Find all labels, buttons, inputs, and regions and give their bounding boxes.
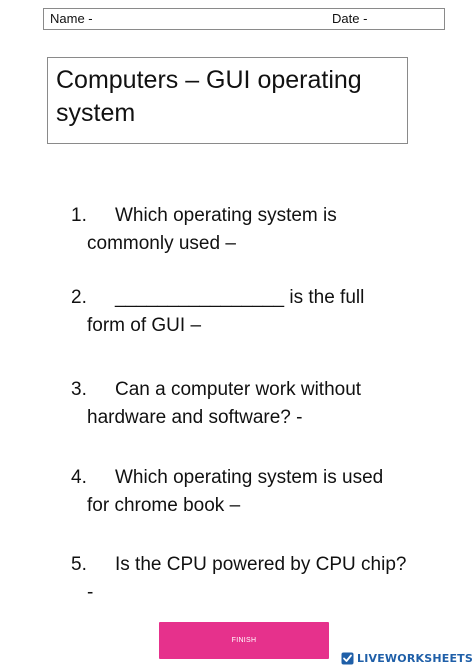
worksheet-title <box>47 57 408 144</box>
name-date-header <box>43 8 445 30</box>
question-number: 5. <box>71 554 87 575</box>
question-text: ________________ is the full <box>115 287 365 308</box>
date-label: Date - <box>332 11 368 26</box>
question-text-continued: commonly used – <box>87 233 236 254</box>
question-number: 2. <box>71 287 87 308</box>
question-text: Can a computer work without <box>115 379 362 400</box>
title-line-2: system <box>56 99 136 127</box>
question-text-continued: hardware and software? - <box>87 407 303 428</box>
question-text-continued: form of GUI – <box>87 315 202 336</box>
question-text: Which operating system is <box>115 205 337 226</box>
question-text-continued: for chrome book – <box>87 495 241 516</box>
question-number: 1. <box>71 205 87 226</box>
title-line-1: Computers – GUI operating <box>56 66 362 94</box>
question-text-continued: - <box>87 582 94 603</box>
liveworksheets-brand <box>341 649 473 667</box>
question-number: 3. <box>71 379 87 400</box>
liveworksheets-logo-icon <box>341 652 354 665</box>
finish-button[interactable]: FINISH <box>159 622 329 659</box>
name-label: Name - <box>50 11 93 26</box>
question-text: Which operating system is used <box>115 467 384 488</box>
question-text: Is the CPU powered by CPU chip? <box>115 554 407 575</box>
question-number: 4. <box>71 467 87 488</box>
brand-text: LIVEWORKSHEETS <box>357 651 473 665</box>
